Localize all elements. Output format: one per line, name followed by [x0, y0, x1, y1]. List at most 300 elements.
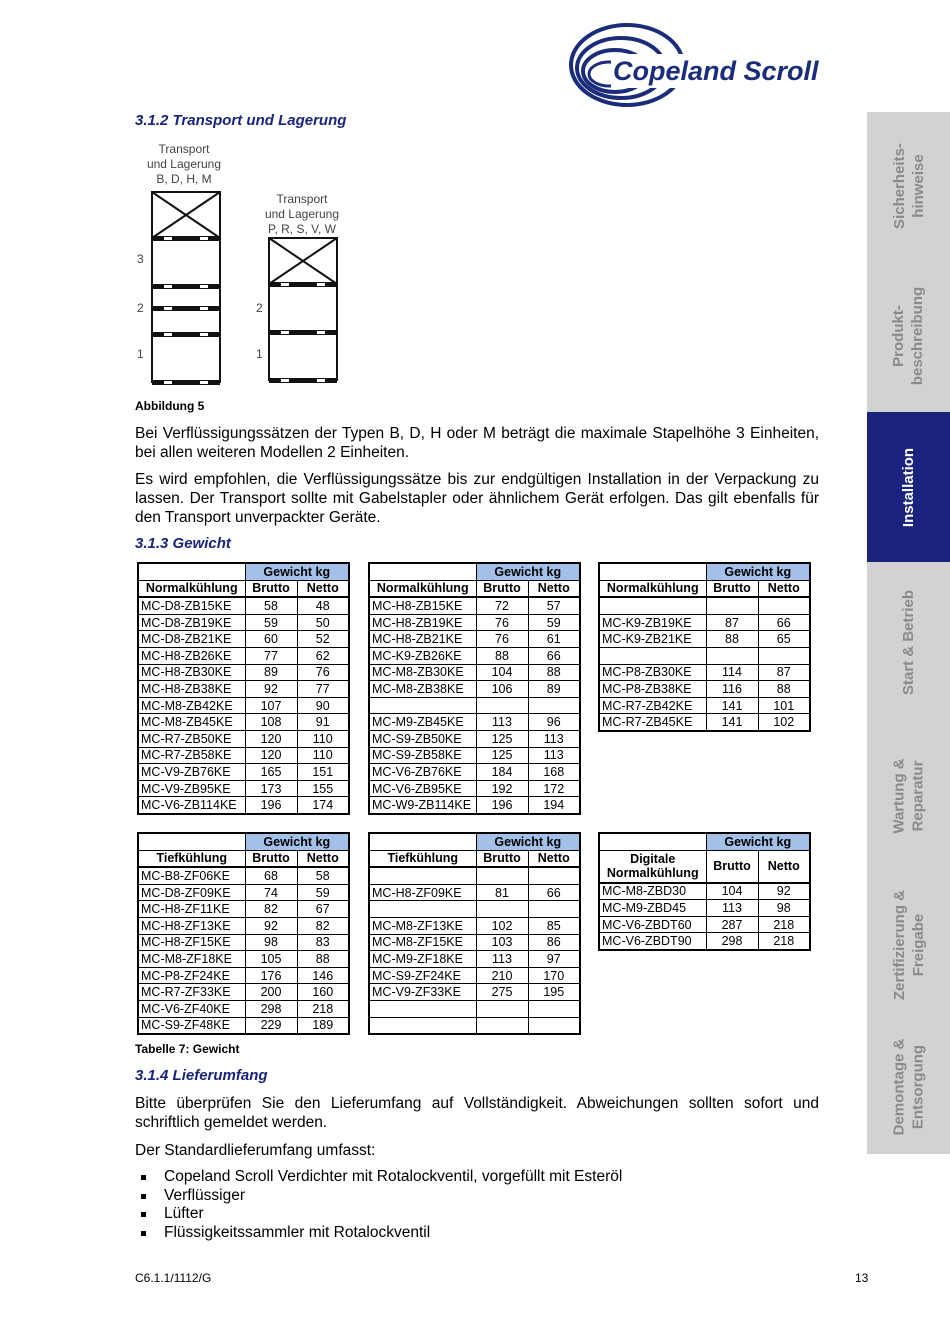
netto-cell: 189	[297, 1017, 349, 1034]
col-brutto-header: Brutto	[706, 850, 758, 883]
netto-cell: 59	[297, 884, 349, 901]
table-row	[138, 917, 349, 934]
model-cell: MC-H8-ZB38KE	[138, 681, 245, 698]
brutto-cell: 103	[476, 934, 528, 951]
weight-kg-header: Gewicht kg	[245, 563, 349, 580]
col-brutto-header: Brutto	[706, 580, 758, 597]
header-spacer	[138, 833, 245, 850]
netto-cell: 58	[297, 867, 349, 884]
brutto-cell: 184	[476, 764, 528, 781]
table-row	[369, 901, 580, 918]
netto-cell: 83	[297, 934, 349, 951]
footer-page-number: 13	[855, 1271, 869, 1285]
netto-cell: 96	[528, 714, 580, 731]
netto-cell: 113	[528, 747, 580, 764]
netto-cell: 218	[297, 1000, 349, 1017]
paragraph-stack-height: Bei Verflüssigungssätzen der Typen B, D, H oder M beträgt die maximale Stapelhöhe 3 Einheiten, bei allen weiteren Modellen 2 Einheiten.	[135, 425, 819, 461]
col-netto-header: Netto	[297, 850, 349, 867]
table-row	[138, 951, 349, 968]
table-caption: Tabelle 7: Gewicht	[135, 1042, 240, 1056]
netto-cell: 88	[297, 951, 349, 968]
model-cell: MC-D8-ZB21KE	[138, 631, 245, 648]
netto-cell: 151	[297, 764, 349, 781]
stacked-units-drawing	[132, 140, 347, 392]
brutto-cell: 76	[476, 631, 528, 648]
table-row	[138, 1017, 349, 1034]
table-row	[138, 1000, 349, 1017]
netto-cell: 76	[297, 664, 349, 681]
table-row	[599, 900, 810, 917]
model-cell: MC-K9-ZB26KE	[369, 647, 476, 664]
table-row	[599, 883, 810, 900]
tab-start-betrieb[interactable]: Start & Betrieb	[900, 589, 917, 695]
level-number: 2	[256, 301, 263, 315]
table-name-header: Tiefkühlung	[369, 850, 476, 867]
weight-kg-header: Gewicht kg	[476, 833, 580, 850]
chapter-tab-bar	[867, 112, 950, 1154]
netto-cell: 172	[528, 780, 580, 797]
header-spacer	[599, 833, 706, 850]
paragraph-transport: Es wird empfohlen, die Verflüssigungssätze bis zur endgültigen Installation in der Verpackung zu lassen. Der Transport sollte mit Gabelstapler oder ähnlichem Gerät erfolgen. Das gilt ebenfalls für den Transport unverpackter Geräte.	[135, 471, 819, 526]
table-row	[369, 984, 580, 1001]
netto-cell: 82	[297, 917, 349, 934]
model-cell: MC-H8-ZB30KE	[138, 664, 245, 681]
table-name-header: Normalkühlung	[599, 580, 706, 597]
level-number: 1	[137, 347, 144, 361]
netto-cell: 50	[297, 614, 349, 631]
brutto-cell: 105	[245, 951, 297, 968]
table-row	[138, 714, 349, 731]
netto-cell: 88	[758, 681, 810, 698]
list-item: Lüfter	[135, 1205, 622, 1224]
model-cell: MC-D8-ZF09KE	[138, 884, 245, 901]
table-row	[138, 797, 349, 814]
brutto-cell: 98	[245, 934, 297, 951]
brutto-cell: 106	[476, 681, 528, 698]
table-row	[369, 664, 580, 681]
netto-cell: 66	[528, 647, 580, 664]
weight-table-normal-2	[368, 562, 581, 815]
table-row	[369, 797, 580, 814]
brutto-cell: 120	[245, 730, 297, 747]
table-row	[369, 967, 580, 984]
table-row	[369, 681, 580, 698]
model-cell: MC-M9-ZBD45	[599, 900, 706, 917]
netto-cell: 57	[528, 597, 580, 614]
netto-cell: 110	[297, 730, 349, 747]
brutto-cell: 104	[476, 664, 528, 681]
col-netto-header: Netto	[758, 850, 810, 883]
netto-cell: 195	[528, 984, 580, 1001]
table-row	[369, 884, 580, 901]
model-cell: MC-V6-ZBDT60	[599, 916, 706, 933]
brutto-cell: 116	[706, 681, 758, 698]
brutto-cell: 72	[476, 597, 528, 614]
table-name-header: Digitale Normalkühlung	[599, 850, 706, 883]
netto-cell: 218	[758, 916, 810, 933]
netto-cell: 168	[528, 764, 580, 781]
netto-cell: 87	[758, 664, 810, 681]
netto-cell: 86	[528, 934, 580, 951]
header-spacer	[138, 563, 245, 580]
netto-cell: 52	[297, 631, 349, 648]
weight-kg-header: Gewicht kg	[245, 833, 349, 850]
weight-table-low-1	[137, 832, 350, 1035]
model-cell: MC-H8-ZB26KE	[138, 647, 245, 664]
model-cell: MC-M8-ZB30KE	[369, 664, 476, 681]
stacking-figure	[132, 140, 347, 392]
netto-cell: 155	[297, 780, 349, 797]
table-row	[138, 730, 349, 747]
model-cell: MC-M8-ZF18KE	[138, 951, 245, 968]
brutto-cell: 196	[245, 797, 297, 814]
brutto-cell: 77	[245, 647, 297, 664]
table-row	[369, 714, 580, 731]
header-spacer	[369, 833, 476, 850]
brutto-cell: 141	[706, 714, 758, 731]
model-cell: MC-M8-ZBD30	[599, 883, 706, 900]
table-row	[599, 597, 810, 614]
model-cell: MC-W9-ZB114KE	[369, 797, 476, 814]
netto-cell: 62	[297, 647, 349, 664]
table-row	[138, 597, 349, 614]
table-row	[599, 664, 810, 681]
model-cell: MC-P8-ZF24KE	[138, 967, 245, 984]
table-row	[369, 951, 580, 968]
paragraph-standard-delivery: Der Standardlieferumfang umfasst:	[135, 1142, 376, 1159]
table-row	[599, 647, 810, 664]
table-row	[138, 614, 349, 631]
brutto-cell: 107	[245, 697, 297, 714]
brutto-cell: 114	[706, 664, 758, 681]
model-cell: MC-R7-ZB50KE	[138, 730, 245, 747]
model-cell	[599, 597, 706, 614]
table-row	[599, 916, 810, 933]
model-cell: MC-S9-ZB58KE	[369, 747, 476, 764]
table-row	[599, 933, 810, 950]
netto-cell: 97	[528, 951, 580, 968]
netto-cell: 98	[758, 900, 810, 917]
table-name-header: Normalkühlung	[369, 580, 476, 597]
netto-cell: 91	[297, 714, 349, 731]
model-cell: MC-K9-ZB21KE	[599, 631, 706, 648]
table-row	[369, 597, 580, 614]
brutto-cell: 88	[706, 631, 758, 648]
netto-cell: 67	[297, 901, 349, 918]
table-row	[369, 764, 580, 781]
brutto-cell	[476, 901, 528, 918]
table-row	[138, 934, 349, 951]
header-spacer	[599, 563, 706, 580]
brutto-cell: 82	[245, 901, 297, 918]
brutto-cell: 108	[245, 714, 297, 731]
brutto-cell: 60	[245, 631, 297, 648]
brutto-cell: 141	[706, 697, 758, 714]
table-row	[138, 647, 349, 664]
brutto-cell: 113	[476, 714, 528, 731]
section-heading-lieferumfang: 3.1.4 Lieferumfang	[135, 1067, 268, 1084]
brutto-cell: 89	[245, 664, 297, 681]
brutto-cell: 87	[706, 614, 758, 631]
table-row	[369, 1017, 580, 1034]
tab-produktbeschreibung[interactable]: Produkt- beschreibung	[890, 286, 927, 386]
netto-cell: 90	[297, 697, 349, 714]
model-cell	[369, 1000, 476, 1017]
table-row	[138, 780, 349, 797]
weight-kg-header: Gewicht kg	[476, 563, 580, 580]
weight-kg-header: Gewicht kg	[706, 563, 810, 580]
table-row	[599, 681, 810, 698]
netto-cell: 88	[528, 664, 580, 681]
level-number: 1	[256, 347, 263, 361]
brutto-cell: 120	[245, 747, 297, 764]
section-heading-transport: 3.1.2 Transport und Lagerung	[135, 112, 347, 129]
table-row	[369, 917, 580, 934]
netto-cell	[528, 697, 580, 714]
netto-cell	[528, 867, 580, 884]
model-cell: MC-M8-ZB45KE	[138, 714, 245, 731]
brutto-cell: 210	[476, 967, 528, 984]
table-row	[138, 901, 349, 918]
netto-cell: 65	[758, 631, 810, 648]
netto-cell	[758, 647, 810, 664]
model-cell: MC-P8-ZB38KE	[599, 681, 706, 698]
weight-table-normal-1	[137, 562, 350, 815]
model-cell: MC-M8-ZF15KE	[369, 934, 476, 951]
figure-label-left: Transport und Lagerung B, D, H, M	[146, 142, 222, 186]
table-row	[138, 681, 349, 698]
level-number: 2	[137, 301, 144, 315]
brutto-cell: 173	[245, 780, 297, 797]
netto-cell: 194	[528, 797, 580, 814]
table-row	[599, 631, 810, 648]
netto-cell: 59	[528, 614, 580, 631]
model-cell: MC-M8-ZB42KE	[138, 697, 245, 714]
model-cell: MC-H8-ZB21KE	[369, 631, 476, 648]
brutto-cell: 113	[706, 900, 758, 917]
model-cell: MC-B8-ZF06KE	[138, 867, 245, 884]
model-cell: MC-H8-ZB19KE	[369, 614, 476, 631]
netto-cell: 48	[297, 597, 349, 614]
paragraph-check-delivery: Bitte überprüfen Sie den Lieferumfang auf Vollständigkeit. Abweichungen sollten sofort und schriftlich gemeldet werden.	[135, 1095, 819, 1131]
model-cell: MC-R7-ZB58KE	[138, 747, 245, 764]
table-row	[369, 614, 580, 631]
brutto-cell: 125	[476, 747, 528, 764]
weight-table-normal-3	[598, 562, 811, 732]
netto-cell: 89	[528, 681, 580, 698]
netto-cell	[528, 1000, 580, 1017]
brutto-cell: 68	[245, 867, 297, 884]
model-cell: MC-V9-ZB95KE	[138, 780, 245, 797]
col-netto-header: Netto	[297, 580, 349, 597]
netto-cell: 77	[297, 681, 349, 698]
model-cell: MC-H8-ZF11KE	[138, 901, 245, 918]
netto-cell	[758, 597, 810, 614]
model-cell: MC-V6-ZBDT90	[599, 933, 706, 950]
brutto-cell: 104	[706, 883, 758, 900]
netto-cell: 66	[758, 614, 810, 631]
col-brutto-header: Brutto	[245, 580, 297, 597]
figure-caption: Abbildung 5	[135, 399, 205, 413]
list-item: Flüssigkeitssammler mit Rotalockventil	[135, 1224, 622, 1243]
figure-label-right: Transport und Lagerung P, R, S, V, W	[264, 192, 340, 236]
table-row	[138, 984, 349, 1001]
table-row	[138, 664, 349, 681]
model-cell: MC-V6-ZB95KE	[369, 780, 476, 797]
netto-cell	[528, 1017, 580, 1034]
model-cell: MC-V6-ZF40KE	[138, 1000, 245, 1017]
brutto-cell: 165	[245, 764, 297, 781]
tab-zertifizierung-freigabe[interactable]: Zertifizierung & Freigabe	[890, 889, 927, 1001]
model-cell: MC-S9-ZF48KE	[138, 1017, 245, 1034]
col-brutto-header: Brutto	[245, 850, 297, 867]
table-row	[599, 714, 810, 731]
model-cell: MC-S9-ZB50KE	[369, 730, 476, 747]
tab-sicherheitshinweise[interactable]: Sicherheits- hinweise	[890, 143, 927, 229]
model-cell: MC-V6-ZB76KE	[369, 764, 476, 781]
brutto-cell	[476, 1000, 528, 1017]
table-row	[369, 747, 580, 764]
brutto-cell: 58	[245, 597, 297, 614]
model-cell: MC-H8-ZF13KE	[138, 917, 245, 934]
table-row	[369, 647, 580, 664]
footer-doc-id: C6.1.1/1112/G	[135, 1271, 212, 1285]
table-row	[599, 614, 810, 631]
brutto-cell: 92	[245, 681, 297, 698]
col-brutto-header: Brutto	[476, 850, 528, 867]
model-cell: MC-H8-ZF15KE	[138, 934, 245, 951]
table-row	[369, 697, 580, 714]
model-cell: MC-V6-ZB114KE	[138, 797, 245, 814]
netto-cell: 110	[297, 747, 349, 764]
table-row	[599, 697, 810, 714]
logo-wordmark: Copeland Scroll	[613, 56, 819, 86]
brutto-cell: 74	[245, 884, 297, 901]
table-row	[138, 747, 349, 764]
brutto-cell: 287	[706, 916, 758, 933]
delivery-list	[135, 1168, 622, 1242]
model-cell: MC-V9-ZB76KE	[138, 764, 245, 781]
netto-cell: 66	[528, 884, 580, 901]
weight-table-low-2	[368, 832, 581, 1035]
netto-cell: 102	[758, 714, 810, 731]
netto-cell: 146	[297, 967, 349, 984]
model-cell	[599, 647, 706, 664]
model-cell: MC-S9-ZF24KE	[369, 967, 476, 984]
brutto-cell: 81	[476, 884, 528, 901]
brutto-cell	[706, 597, 758, 614]
model-cell: MC-M8-ZF13KE	[369, 917, 476, 934]
model-cell: MC-V9-ZF33KE	[369, 984, 476, 1001]
table-row	[369, 867, 580, 884]
model-cell: MC-H8-ZB15KE	[369, 597, 476, 614]
model-cell: MC-M8-ZB38KE	[369, 681, 476, 698]
brutto-cell: 196	[476, 797, 528, 814]
netto-cell: 61	[528, 631, 580, 648]
netto-cell: 101	[758, 697, 810, 714]
model-cell: MC-R7-ZF33KE	[138, 984, 245, 1001]
model-cell	[369, 867, 476, 884]
brutto-cell: 125	[476, 730, 528, 747]
brutto-cell: 113	[476, 951, 528, 968]
brutto-cell: 88	[476, 647, 528, 664]
model-cell: MC-R7-ZB42KE	[599, 697, 706, 714]
brutto-cell: 298	[706, 933, 758, 950]
col-netto-header: Netto	[528, 850, 580, 867]
brutto-cell: 92	[245, 917, 297, 934]
brutto-cell: 102	[476, 917, 528, 934]
model-cell	[369, 697, 476, 714]
table-row	[138, 884, 349, 901]
netto-cell: 170	[528, 967, 580, 984]
table-row	[138, 867, 349, 884]
brutto-cell	[476, 697, 528, 714]
model-cell: MC-K9-ZB19KE	[599, 614, 706, 631]
brutto-cell: 192	[476, 780, 528, 797]
model-cell: MC-H8-ZF09KE	[369, 884, 476, 901]
table-row	[369, 631, 580, 648]
col-brutto-header: Brutto	[476, 580, 528, 597]
netto-cell: 174	[297, 797, 349, 814]
netto-cell: 160	[297, 984, 349, 1001]
model-cell: MC-D8-ZB15KE	[138, 597, 245, 614]
section-heading-gewicht: 3.1.3 Gewicht	[135, 535, 231, 552]
level-number: 3	[137, 252, 144, 266]
brutto-cell: 176	[245, 967, 297, 984]
brutto-cell: 59	[245, 614, 297, 631]
table-row	[369, 780, 580, 797]
brutto-cell	[476, 1017, 528, 1034]
table-row	[138, 631, 349, 648]
weight-kg-header: Gewicht kg	[706, 833, 810, 850]
model-cell: MC-P8-ZB30KE	[599, 664, 706, 681]
header-spacer	[369, 563, 476, 580]
brutto-cell: 229	[245, 1017, 297, 1034]
col-netto-header: Netto	[758, 580, 810, 597]
model-cell: MC-R7-ZB45KE	[599, 714, 706, 731]
model-cell	[369, 901, 476, 918]
table-row	[138, 697, 349, 714]
copeland-scroll-logo	[565, 22, 867, 108]
table-row	[369, 1000, 580, 1017]
brutto-cell: 76	[476, 614, 528, 631]
model-cell	[369, 1017, 476, 1034]
table-name-header: Normalkühlung	[138, 580, 245, 597]
netto-cell	[528, 901, 580, 918]
tab-demontage-entsorgung[interactable]: Demontage & Entsorgung	[890, 1038, 927, 1136]
brutto-cell: 298	[245, 1000, 297, 1017]
table-row	[369, 730, 580, 747]
table-row	[138, 764, 349, 781]
brutto-cell: 200	[245, 984, 297, 1001]
netto-cell: 218	[758, 933, 810, 950]
tab-wartung-reparatur[interactable]: Wartung & Reparatur	[890, 758, 927, 834]
table-row	[369, 934, 580, 951]
netto-cell: 85	[528, 917, 580, 934]
netto-cell: 113	[528, 730, 580, 747]
netto-cell: 92	[758, 883, 810, 900]
model-cell: MC-M9-ZB45KE	[369, 714, 476, 731]
brutto-cell	[476, 867, 528, 884]
list-item: Verflüssiger	[135, 1187, 622, 1206]
brutto-cell	[706, 647, 758, 664]
list-item: Copeland Scroll Verdichter mit Rotalockventil, vorgefüllt mit Esteröl	[135, 1168, 622, 1187]
model-cell: MC-D8-ZB19KE	[138, 614, 245, 631]
table-name-header: Tiefkühlung	[138, 850, 245, 867]
tab-installation[interactable]: Installation	[867, 412, 950, 562]
table-row	[138, 967, 349, 984]
model-cell: MC-M9-ZF18KE	[369, 951, 476, 968]
